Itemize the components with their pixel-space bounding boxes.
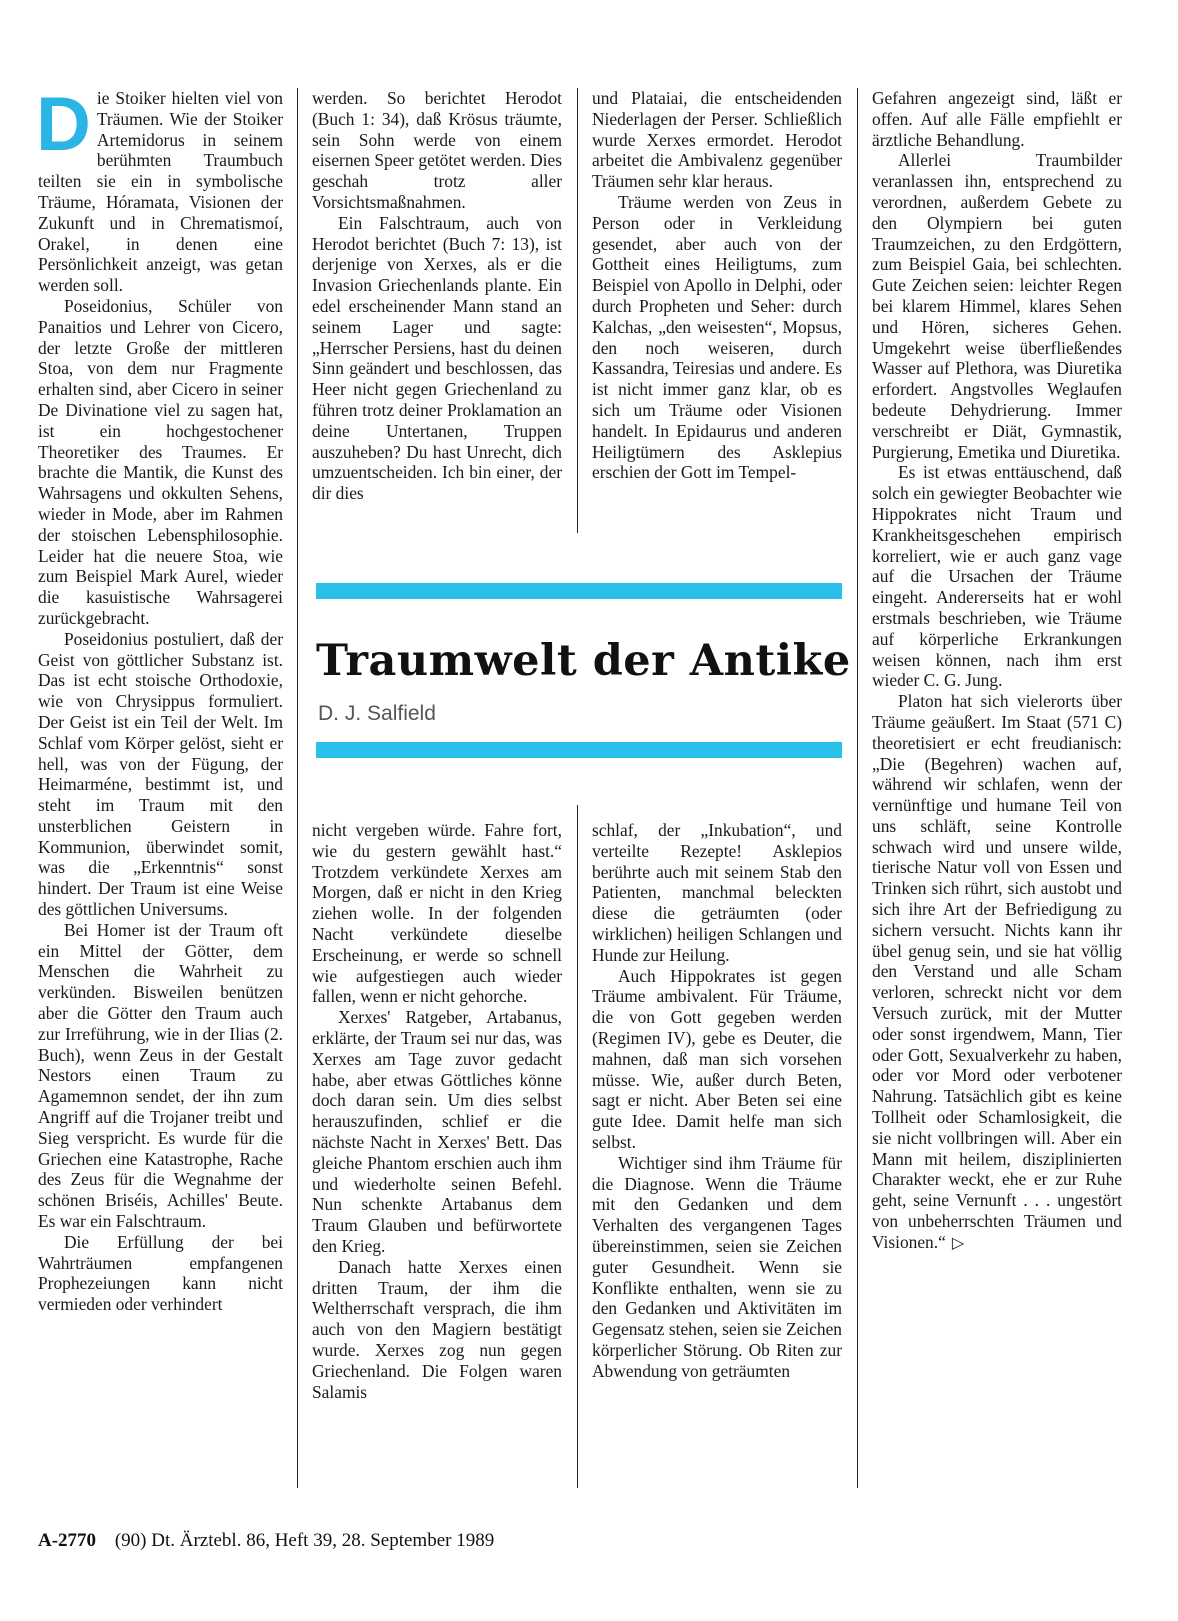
page-code: A-2770 — [38, 1530, 97, 1551]
page-footer — [38, 1530, 494, 1552]
paragraph: Auch Hippokrates ist gegen Träume ambivalent. Für Träume, die von Gott gegeben werden (Regimen IV), gebe es Deuter, die mahnen, daß man sich vorsehen müsse. Wie, außer durch Beten, sagt er nicht. Aber Beten sei eine gute Idee. Damit helfe man sich selbst. — [592, 965, 842, 1152]
continue-arrow-icon: ▷ — [951, 1232, 965, 1252]
column-1 — [36, 82, 283, 1488]
article-author: D. J. Salfield — [318, 702, 436, 725]
paragraph: Poseidonius postuliert, daß der Geist von göttlicher Substanz ist. Das ist echt stoische Orthodoxie, wie von Chrysippus formuliert. Der Geist ist ein Teil der Welt. Im Schlaf vom Körper gelöst, sieht er hell, was von der Fügung, der Heimarméne, bestimmt ist, und steht im Traum mit den unsterblichen Geistern in Kommunion, überwindet somit, was die „Erkenntnis“ sonst hindert. Der Traum ist eine Weise des göttlichen Universums. — [38, 628, 283, 920]
column-divider — [857, 88, 858, 1488]
paragraph: Die Erfüllung der bei Wahrträumen empfangenen Prophezeiungen kann nicht vermieden oder verhindert — [38, 1231, 283, 1315]
paragraph: Ein Falschtraum, auch von Herodot berichtet (Buch 7: 13), ist derjenige von Xerxes, als er die Invasion Griechenlands plante. Ein edel erscheinender Mann stand an seinem Lager und sagte: „Herrscher Persiens, hast du deinen Sinn geändert und beschlossen, das Heer nicht gegen Griechenland zu führen trotz deiner Proklamation an deine Untertanen, Truppen auszuheben? Du hast Unrecht, dich umzuentscheiden. Ich bin einer, der dir dies — [312, 212, 562, 504]
column-2-top — [312, 88, 562, 504]
paragraph: Die Stoiker hielten viel von Träumen. Wie der Stoiker Artemidorus in seinem berühmten Traumbuch teilten sie ein in symbolische Träume, Hóramata, Visionen der Zukunft und in Chrematismoí, Orakel, in denen eine Persönlichkeit anzeigt, was getan werden soll. — [36, 82, 283, 296]
column-4 — [872, 88, 1122, 1254]
paragraph: Xerxes' Ratgeber, Artabanus, erklärte, der Traum sei nur das, was Xerxes am Tage zuvor gedacht habe, aber etwas Göttliches könne doch daran sein. Um dies selbst herauszufinden, schlief er die nächste Nacht in Xerxes' Bett. Das gleiche Phantom erschien auch ihm und wiederholte seinen Befehl. Nun schenkte Artabanus dem Traum Glauben und befürwortete den Krieg. — [312, 1007, 562, 1256]
paragraph: und Plataiai, die entscheidenden Niederlagen der Perser. Schließlich wurde Xerxes ermordet. Herodot arbeitet die Ambivalenz gegenüber Träumen sehr klar heraus. — [592, 88, 842, 192]
paragraph: Platon hat sich vielerorts über Träume geäußert. Im Staat (571 C) theoretisiert er echt freudianisch: „Die (Begehren) wachen auf, während wir schlafen, wenn der vernünftige und humane Teil von uns schläft, seine Kontrolle schwach wird und unsere wilde, tierische Natur voll von Essen und Trinken sich rührt, sich austobt und sich ihre Art der Befriedigung zu sichern versucht. Nichts kann ihr übel genug sein, und sie hat völlig den Verstand und alle Scham verloren, schreckt nicht vor dem Versuch zurück, mit der Mutter oder sonst irgendwem, Mann, Tier oder Gott, Sexualverkehr zu haben, oder vor Mord oder verbotener Nahrung. Tatsächlich gibt es keine Tollheit oder Schamlosigkeit, die sie nicht vollbringen will. Aber ein Mann mit heilem, disziplinierten Charakter weckt, ehe er zur Ruhe geht, seine Vernunft . . . ungestört von unbeherrschten Träumen und Visionen.“ ▷ — [872, 691, 1122, 1252]
column-2-bottom — [312, 820, 562, 1402]
column-divider — [297, 88, 298, 1488]
column-divider — [577, 805, 578, 1488]
paragraph: Träume werden von Zeus in Person oder in Verkleidung gesendet, aber auch von der Gottheit eines Heiligtums, zum Beispiel von Apollo in Delphi, oder durch Propheten und Seher: durch Kalchas, „den weisesten“, Mopsus, den noch weiseren, durch Kassandra, Teiresias und andere. Es ist nicht immer ganz klar, ob es sich um Träume oder Visionen handelt. In Epidaurus und anderen Heiligtümern des Asklepius erschien der Gott im Tempel- — [592, 191, 842, 483]
issue-line: (90) Dt. Ärztebl. 86, Heft 39, 28. September 1989 — [114, 1530, 495, 1551]
paragraph: Gefahren angezeigt sind, läßt er offen. Auf alle Fälle empfiehlt er ärztliche Behandlung. — [872, 88, 1122, 150]
title-band-bottom — [316, 742, 842, 758]
paragraph: Bei Homer ist der Traum oft ein Mittel der Götter, dem Menschen die Wahrheit zu verkünden. Bisweilen benützen aber die Götter den Traum auch zur Irreführung, wie in der Ilias (2. Buch), wenn Zeus in der Gestalt Nestors einen Traum zu Agamemnon sendet, der ihn zum Angriff auf die Trojaner treibt und Sieg verspricht. Es wurde für die Griechen eine Katastrophe, Rache des Zeus für die Wegnahme der schönen Briséis, Achilles' Beute. Es war ein Falschtraum. — [38, 919, 283, 1232]
title-band-top — [316, 583, 842, 599]
paragraph: Poseidonius, Schüler von Panaitios und Lehrer von Cicero, der letzte Große der mittleren Stoa, von dem nur Fragmente erhalten sind, aber Cicero in seiner De Divinatione viel zu sagen hat, ist ein hochgestochener Theoretiker des Traumes. Er brachte die Mantik, die Kunst des Wahrsagens und okkulten Sehens, wieder in Mode, aber im Rahmen der stoischen Lebensphilosophie. Leider hat die neuere Stoa, wie zum Beispiel Mark Aurel, wieder die kasuistische Wahrsagerei zurückgebracht. — [38, 295, 283, 628]
article-title: Traumwelt der Antike — [316, 636, 851, 686]
paragraph: schlaf, der „Inkubation“, und verteilte Rezepte! Asklepios berührte auch mit seinem Stab den Patienten, manchmal beleckten diese die geträumten (oder wirklichen) heiligen Schlangen und Hunde zur Heilung. — [592, 820, 842, 965]
paragraph: werden. So berichtet Herodot (Buch 1: 34), daß Krösus träumte, sein Sohn werde von einem eisernen Speer getötet werden. Dies geschah trotz aller Vorsichtsmaßnahmen. — [312, 88, 562, 212]
paragraph: Allerlei Traumbilder veranlassen ihn, entsprechend zu verordnen, außerdem Gebete zu den Olympiern bei guten Traumzeichen, zu den Erdgöttern, zum Beispiel Gaia, bei schlechten. Gute Zeichen seien: leichter Regen bei klarem Himmel, klares Sehen und Hören, sicheres Gehen. Umgekehrt weise überfließendes Wasser auf Plethora, was Diuretika erfordert. Angstvolles Weglaufen bedeute Dehydrierung. Immer verschreibt er Diät, Gymnastik, Purgierung, Emetika und Diuretika. — [872, 150, 1122, 462]
drop-cap: D — [36, 82, 91, 167]
column-divider — [577, 88, 578, 533]
paragraph: Es ist etwas enttäuschend, daß solch ein gewiegter Beobachter wie Hippokrates nicht Traum und Krankheitsgeschehen empirisch korreliert, wie er auch ganz vage auf die Ursachen der Träume eingeht. Andererseits hat er wohl erstmals beschrieben, wie Träume auf körperliche Erkrankungen weisen können, nach ihm erst wieder C. G. Jung. — [872, 462, 1122, 691]
paragraph: Danach hatte Xerxes einen dritten Traum, der ihm die Weltherrschaft versprach, die ihm auch von den Magiern bestätigt wurde. Xerxes zog nun gegen Griechenland. Die Folgen waren Salamis — [312, 1256, 562, 1402]
paragraph: nicht vergeben würde. Fahre fort, wie du gestern gewählt hast.“ Trotzdem verkündete Xerxes am Morgen, daß er nicht in den Krieg ziehen wolle. In der folgenden Nacht verkündete dieselbe Erscheinung, er werde so schnell wie aufgestiegen auch wieder fallen, wenn er nicht gehorche. — [312, 820, 562, 1007]
column-3-bottom — [592, 820, 842, 1382]
column-3-top — [592, 88, 842, 483]
paragraph: Wichtiger sind ihm Träume für die Diagnose. Wenn die Träume mit den Gedanken und dem Verhalten des vergangenen Tages übereinstimmen, seien sie Zeichen guter Gesundheit. Wenn sie Konflikte enthalten, wenn sie zu den Gedanken und Aktivitäten im Gegensatz stehen, seien sie Zeichen körperlicher Störung. Ob Riten zur Abwendung von geträumten — [592, 1152, 842, 1381]
